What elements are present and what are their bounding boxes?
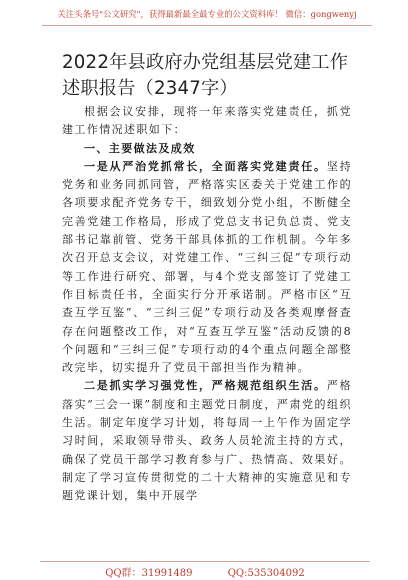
footer-contact xyxy=(40,561,370,579)
intro-paragraph: 根据会议安排，现将一年来落实党建责任，抓党建工作情况述职如下： xyxy=(62,105,352,137)
paragraph-2-text: 严格落实“三会一课”制度和主题党日制度，严肃党的组织生活。制定年度学习计划，将每周一上午作为固定学习时间，采取领导带头、政务人员轮流主持的方式，确保了党员干部学习教育参与广、热情高、效果好。制定了学习宣传贯彻党的二十大精神的实施意见和专题党课计划，集中开展学 xyxy=(62,379,352,503)
paragraph-2 xyxy=(62,377,352,505)
footer-qq: QQ:535304092 xyxy=(227,568,305,579)
header-banner: 关注头条号"公文研究"，获得最新最全最专业的公文资料库！ 微信：gongwenyj xyxy=(42,8,372,26)
paragraph-1-lead: 一是从严治党抓常长，全面落实党建责任。 xyxy=(84,159,327,173)
document-title: 2022年县政府办党组基层党建工作述职报告（2347字） xyxy=(62,52,349,99)
paragraph-1 xyxy=(62,158,352,378)
paragraph-1-text: 坚持党务和业务同抓同管，严格落实区委关于党建工作的各项要求配齐党务专干，细致划分党小组，不断健全完善党建工作格局，形成了党总支书记负总责、党支部书记靠前管、党务干部具体抓的工作机制。今年多次召开总支会议，对党建工作、“三纠三促”专项行动等工作进行研究、部署，与4个党支部签订了党建工作目标责任书，全面实行分开承诺制。严格市区“互查互学互鉴”、“三纠三促”专项行动及各类观摩督查存在问题整改工作，对“互查互学互鉴”活动反馈的8个问题和“三纠三促”专项行动的4个重点问题全部整改完毕，切实提升了党员干部担当作为精神。 xyxy=(62,159,352,375)
document-body xyxy=(62,103,352,506)
footer-qq-group: QQ群：31991489 xyxy=(105,568,193,579)
section-heading: 一、主要做法及成效 xyxy=(84,141,196,155)
paragraph-2-lead: 二是抓实学习强党性，严格规范组织生活。 xyxy=(84,379,327,393)
